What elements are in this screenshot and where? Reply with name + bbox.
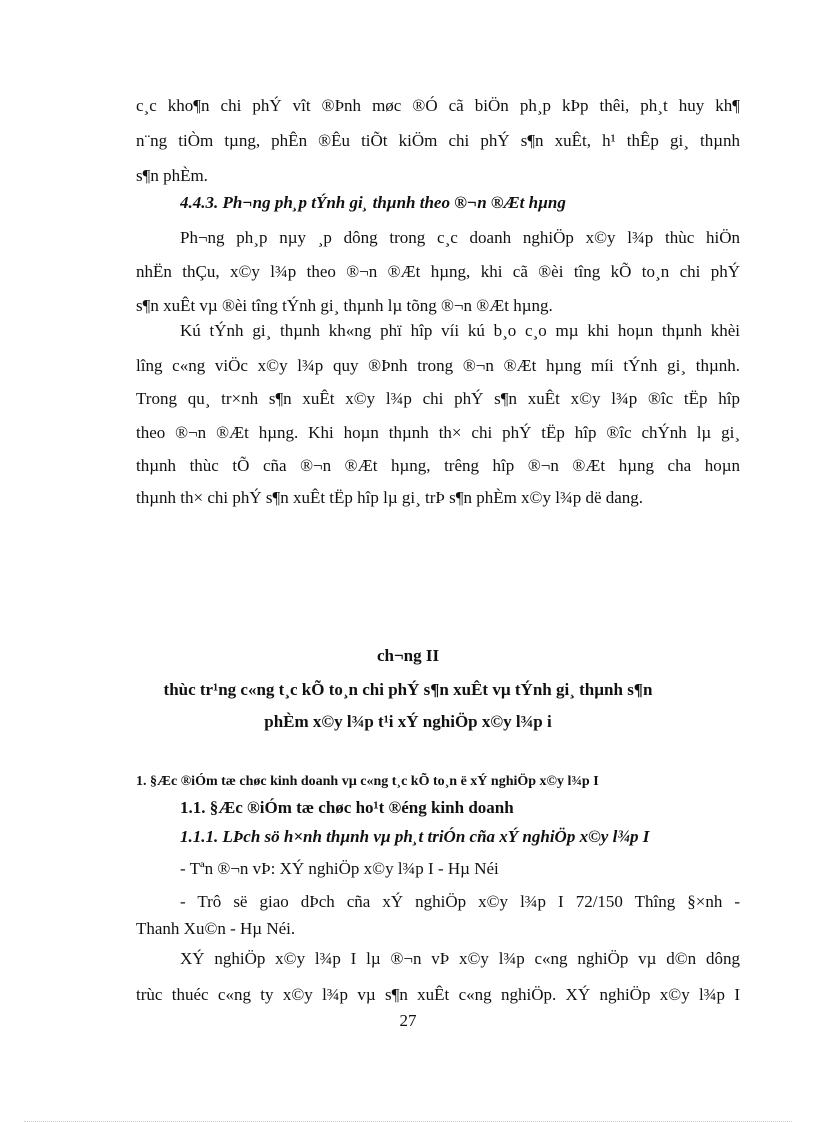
list-item: - Tªn ®¬n vÞ: XÝ nghiÖp x©y l¾p I - Hµ Néi — [180, 859, 499, 878]
section-heading: 1. §Æc ®iÓm tæ chøc kinh doanh vµ c«ng t¸c kÕ to¸n ë xÝ nghiÖp x©y l¾p I — [136, 774, 599, 789]
chapter-subtitle: phÈm x©y l¾p t¹i xÝ nghiÖp x©y l¾p i — [264, 712, 552, 731]
list-item: - Trô së giao dÞch cña xÝ nghiÖp x©y l¾p I 72/150 Thîng §×nh - — [180, 892, 740, 911]
paragraph-line: Ph¬ng ph¸p nµy ¸p dông trong c¸c doanh nghiÖp x©y l¾p thùc hiÖn — [180, 228, 740, 247]
subsection-heading: 1.1. §Æc ®iÓm tæ chøc ho¹t ®éng kinh doanh — [180, 798, 514, 817]
paragraph-line: nhËn thÇu, x©y l¾p theo ®¬n ®Æt hµng, khi cã ®èi tîng kÕ to¸n chi phÝ — [136, 262, 740, 281]
paragraph-line: Kú tÝnh gi¸ thµnh kh«ng phï hîp víi kú b¸o c¸o mµ khi hoµn thµnh khèi — [180, 321, 740, 340]
section-heading: 4.4.3. Ph¬ng ph¸p tÝnh gi¸ thµnh theo ®¬n ®Æt hµng — [180, 193, 566, 212]
page-number: 27 — [399, 1011, 417, 1030]
paragraph-line: s¶n xuÊt vµ ®èi tîng tÝnh gi¸ thµnh lµ tõng ®¬n ®Æt hµng. — [136, 296, 553, 315]
paragraph-line: n¨ng tiÒm tµng, phÊn ®Êu tiÕt kiÖm chi phÝ s¶n xuÊt, h¹ thÊp gi¸ thµnh — [136, 131, 740, 150]
paragraph-line: Trong qu¸ tr×nh s¶n xuÊt x©y l¾p chi phÝ s¶n xuÊt x©y l¾p ®îc tËp hîp — [136, 389, 740, 408]
page-bottom-rule — [24, 1121, 792, 1122]
list-item: Thanh Xu©n - Hµ Néi. — [136, 919, 296, 938]
chapter-title: ch¬ng II — [376, 646, 440, 665]
paragraph-line: c¸c kho¶n chi phÝ vît ®Þnh møc ®Ó cã biÖn ph¸p kÞp thêi, ph¸t huy kh¶ — [136, 96, 740, 115]
paragraph-line: trùc thuéc c«ng ty x©y l¾p vµ s¶n xuÊt c«ng nghiÖp. XÝ nghiÖp x©y l¾p I — [136, 985, 740, 1004]
paragraph-line: theo ®¬n ®Æt hµng. Khi hoµn thµnh th× chi phÝ tËp hîp ®îc chÝnh lµ gi¸ — [136, 423, 740, 442]
paragraph-line: lîng c«ng viÖc x©y l¾p quy ®Þnh trong ®¬n ®Æt hµng míi tÝnh gi¸ thµnh. — [136, 356, 740, 375]
chapter-subtitle: thùc tr¹ng c«ng t¸c kÕ to¸n chi phÝ s¶n xuÊt vµ tÝnh gi¸ thµnh s¶n — [163, 680, 653, 699]
paragraph-line: thµnh th× chi phÝ s¶n xuÊt tËp hîp lµ gi¸ trÞ s¶n phÈm x©y l¾p dë dang. — [136, 488, 644, 507]
paragraph-line: s¶n phÈm. — [136, 166, 208, 185]
paragraph-line: XÝ nghiÖp x©y l¾p I lµ ®¬n vÞ x©y l¾p c«ng nghiÖp vµ d©n dông — [180, 949, 740, 968]
paragraph-line: thµnh thùc tÕ cña ®¬n ®Æt hµng, trêng hîp ®¬n ®Æt hµng cha hoµn — [136, 456, 740, 475]
subsection-heading: 1.1.1. LÞch sö h×nh thµnh vµ ph¸t triÓn cña xÝ nghiÖp x©y l¾p I — [180, 827, 650, 846]
